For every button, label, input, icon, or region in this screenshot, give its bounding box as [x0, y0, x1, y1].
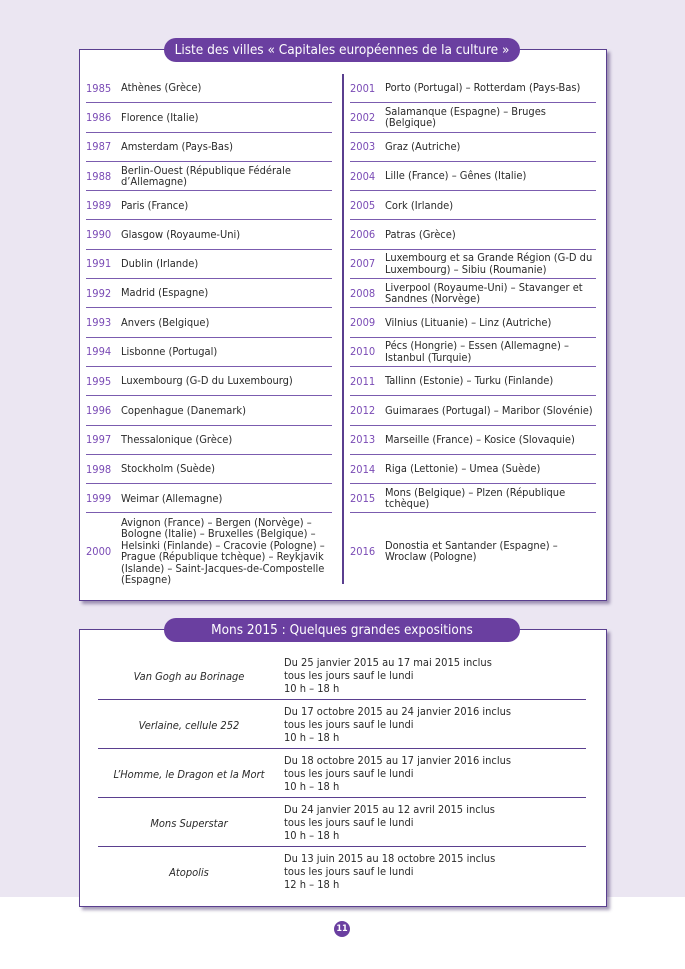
- capital-city: Luxembourg (G-D du Luxembourg): [121, 374, 293, 388]
- capital-year: 1996: [86, 403, 112, 417]
- capital-year: 1986: [86, 110, 112, 124]
- capital-row: [86, 162, 332, 191]
- exhibition-days: tous les jours sauf le lundi: [284, 815, 414, 829]
- capital-row: [350, 455, 596, 484]
- exhibition-row: [98, 848, 586, 896]
- exhibition-days: tous les jours sauf le lundi: [284, 717, 414, 731]
- capital-year: 1988: [86, 169, 112, 183]
- capital-city: Lisbonne (Portugal): [121, 345, 218, 359]
- capitals-left-column: [86, 74, 332, 589]
- capital-year: 2008: [350, 286, 376, 300]
- capital-city: Mons (Belgique) – Plzen (République tchèque): [385, 485, 566, 511]
- capital-city: Marseille (France) – Kosice (Slovaquie): [385, 432, 575, 446]
- capital-year: 2003: [350, 140, 376, 154]
- capital-year: 1990: [86, 228, 112, 242]
- capital-city: Anvers (Belgique): [121, 315, 210, 329]
- capital-row: [350, 191, 596, 220]
- capital-year: 2005: [350, 198, 376, 212]
- capital-city: Avignon (France) – Bergen (Norvège) – Bologne (Italie) – Bruxelles (Belgique) – Helsinki (Finlande) – Cracovie (Pologne) – Prague (République tchèque) – Reykjavik (Islande) – Saint-Jacques-de-Compostelle (Espagne): [121, 515, 325, 587]
- capital-city: Cork (Irlande): [385, 198, 454, 212]
- page-number: 11: [334, 921, 350, 937]
- capital-row: [350, 250, 596, 279]
- exhibition-hours: 10 h – 18 h: [284, 730, 340, 744]
- capital-year: 2010: [350, 345, 376, 359]
- exhibition-name: Mons Superstar: [150, 816, 228, 830]
- capital-row: [350, 279, 596, 308]
- capital-row: [350, 513, 596, 589]
- exhibition-hours: 12 h – 18 h: [284, 877, 340, 891]
- exhibition-details: [284, 657, 492, 695]
- capital-city: Weimar (Allemagne): [121, 491, 223, 505]
- capital-row: [86, 426, 332, 455]
- capital-year: 2000: [86, 544, 112, 558]
- exhibition-hours: 10 h – 18 h: [284, 779, 340, 793]
- exhibition-hours: 10 h – 18 h: [284, 681, 340, 695]
- capital-year: 2011: [350, 374, 376, 388]
- capital-row: [86, 338, 332, 367]
- capital-city: Guimaraes (Portugal) – Maribor (Slovénie): [385, 403, 593, 417]
- capital-city: Paris (France): [121, 198, 189, 212]
- capital-city: Patras (Grèce): [385, 227, 456, 241]
- capital-year: 2004: [350, 169, 376, 183]
- capital-row: [350, 338, 596, 367]
- capital-row: [86, 103, 332, 132]
- capital-city: Luxembourg et sa Grande Région (G-D du Luxembourg) – Sibiu (Roumanie): [385, 251, 593, 276]
- capital-year: 2002: [350, 110, 376, 124]
- exhibition-dates: Du 18 octobre 2015 au 17 janvier 2016 inclus: [284, 754, 512, 767]
- capital-row: [350, 74, 596, 103]
- capital-city: Porto (Portugal) – Rotterdam (Pays-Bas): [385, 81, 581, 95]
- capital-row: [86, 279, 332, 308]
- capital-city: Athènes (Grèce): [121, 81, 202, 95]
- capital-city: Graz (Autriche): [385, 139, 461, 153]
- capital-year: 1991: [86, 257, 112, 271]
- capital-row: [86, 367, 332, 396]
- capital-year: 1993: [86, 316, 112, 330]
- capital-city: Stockholm (Suède): [121, 462, 215, 476]
- exhibition-dates: Du 13 juin 2015 au 18 octobre 2015 inclus: [284, 852, 496, 865]
- capitals-right-column: [350, 74, 596, 589]
- capital-row: [86, 396, 332, 425]
- column-divider: [342, 74, 344, 584]
- exhibitions-title: Mons 2015 : Quelques grandes expositions: [164, 618, 520, 642]
- capital-year: 1985: [86, 81, 112, 95]
- exhibition-details: [284, 706, 511, 744]
- capital-city: Donostia et Santander (Espagne) – Wroclaw (Pologne): [385, 538, 558, 564]
- capital-year: 2006: [350, 228, 376, 242]
- exhibition-details: [284, 804, 495, 842]
- exhibition-days: tous les jours sauf le lundi: [284, 668, 414, 682]
- capital-city: Thessalonique (Grèce): [121, 432, 233, 446]
- capital-row: [350, 308, 596, 337]
- capital-row: [86, 74, 332, 103]
- capital-year: 2013: [350, 433, 376, 447]
- capital-row: [350, 367, 596, 396]
- exhibition-row: [98, 799, 586, 847]
- exhibitions-panel: [79, 622, 607, 907]
- capital-row: [86, 455, 332, 484]
- capital-year: 1989: [86, 198, 112, 212]
- exhibition-days: tous les jours sauf le lundi: [284, 864, 414, 878]
- capital-row: [350, 220, 596, 249]
- capital-row: [86, 513, 332, 589]
- capital-city: Amsterdam (Pays-Bas): [121, 139, 233, 153]
- capital-year: 1992: [86, 286, 112, 300]
- capital-city: Madrid (Espagne): [121, 286, 209, 300]
- capital-row: [350, 484, 596, 513]
- capital-row: [86, 133, 332, 162]
- capital-year: 2016: [350, 544, 376, 558]
- capital-row: [86, 220, 332, 249]
- capital-row: [350, 133, 596, 162]
- exhibition-days: tous les jours sauf le lundi: [284, 766, 414, 780]
- capital-row: [350, 103, 596, 132]
- capital-city: Lille (France) – Gênes (Italie): [385, 169, 527, 183]
- capital-row: [86, 250, 332, 279]
- exhibition-dates: Du 17 octobre 2015 au 24 janvier 2016 inclus: [284, 705, 512, 718]
- exhibition-row: [98, 701, 586, 749]
- capital-year: 2007: [350, 257, 376, 271]
- capital-year: 1999: [86, 491, 112, 505]
- capitals-panel: [79, 42, 607, 601]
- capital-year: 1995: [86, 374, 112, 388]
- capital-year: 1997: [86, 433, 112, 447]
- capital-year: 2009: [350, 316, 376, 330]
- exhibition-dates: Du 25 janvier 2015 au 17 mai 2015 inclus: [284, 656, 492, 669]
- capital-city: Glasgow (Royaume-Uni): [121, 227, 241, 241]
- exhibition-details: [284, 755, 511, 793]
- capital-city: Pécs (Hongrie) – Essen (Allemagne) – Istanbul (Turquie): [385, 339, 569, 364]
- capital-year: 1998: [86, 462, 112, 476]
- capitals-title: Liste des villes « Capitales européennes de la culture »: [164, 38, 520, 62]
- exhibition-name: Van Gogh au Borinage: [133, 669, 245, 683]
- capital-city: Vilnius (Lituanie) – Linz (Autriche): [385, 315, 552, 329]
- capital-year: 2001: [350, 81, 376, 95]
- exhibition-details: [284, 853, 495, 891]
- capital-year: 1987: [86, 140, 112, 154]
- capital-year: 2015: [350, 491, 376, 505]
- capital-row: [350, 426, 596, 455]
- exhibition-hours: 10 h – 18 h: [284, 828, 340, 842]
- capital-city: Berlin-Ouest (République Fédérale d’Allemagne): [121, 163, 291, 189]
- capital-city: Dublin (Irlande): [121, 257, 199, 271]
- capital-city: Liverpool (Royaume-Uni) – Stavanger et Sandnes (Norvège): [385, 280, 583, 306]
- capital-row: [86, 308, 332, 337]
- capital-city: Tallinn (Estonie) – Turku (Finlande): [385, 374, 554, 388]
- capital-year: 2014: [350, 462, 376, 476]
- exhibition-name: Atopolis: [169, 865, 209, 879]
- capital-row: [350, 162, 596, 191]
- capital-row: [350, 396, 596, 425]
- capital-row: [86, 191, 332, 220]
- exhibition-row: [98, 652, 586, 700]
- capital-city: Salamanque (Espagne) – Bruges (Belgique): [385, 104, 546, 130]
- capital-row: [86, 484, 332, 513]
- capital-city: Riga (Lettonie) – Umea (Suède): [385, 462, 541, 476]
- capital-city: Florence (Italie): [121, 110, 199, 124]
- capital-year: 2012: [350, 403, 376, 417]
- exhibition-row: [98, 750, 586, 798]
- capital-year: 1994: [86, 345, 112, 359]
- exhibition-name: Verlaine, cellule 252: [138, 718, 240, 732]
- exhibition-name: L’Homme, le Dragon et la Mort: [113, 767, 265, 781]
- capital-city: Copenhague (Danemark): [121, 403, 247, 417]
- exhibition-dates: Du 24 janvier 2015 au 12 avril 2015 inclus: [284, 803, 495, 816]
